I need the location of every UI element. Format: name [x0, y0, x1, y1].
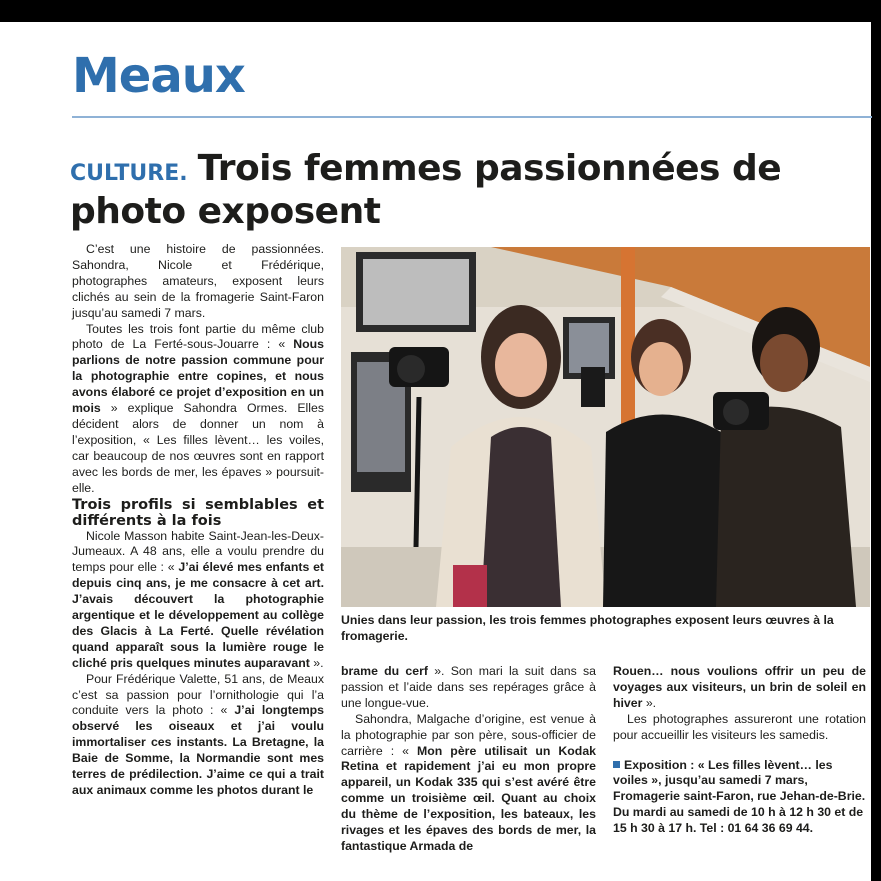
text: ». — [309, 655, 324, 670]
headline-title: Trois femmes passionnées de photo exposent — [70, 148, 782, 232]
paragraph — [72, 529, 324, 672]
article-column-3 — [613, 664, 866, 837]
text: ». Son mari la suit dans sa passion et l’aide dans ses repérages grâce à une longue-vue. — [341, 664, 596, 710]
article-subhead: Trois profils si semblables et différents à la fois — [72, 496, 324, 529]
section-rule — [72, 116, 872, 118]
quote-text: Rouen… nous voulions offrir un peu de voyages aux visiteurs, un brin de soleil en hiver — [613, 664, 866, 710]
text: Nicole Masson habite Saint-Jean-les-Deux-Jumeaux. A 48 ans, elle a voulu prendre du temps pour elle : « — [72, 528, 324, 575]
paragraph — [72, 322, 324, 497]
quote-text: J’ai élevé mes enfants et depuis cinq ans, je me consacre à cet art. J’avais découvert la photographie argentique et le développement au collège des Glacis à La Ferté. Quelle révélation quand apparaît sous la lumière rouge le cliché pris quelques minutes auparavant — [72, 560, 325, 670]
text: Pour Frédérique Valette, 51 ans, de Meaux c’est sa passion pour l’ornithologie qui l’a conduite vers la photo : « — [72, 671, 324, 718]
text: Toutes les trois font partie du même club photo de La Ferté-sous-Jouarre : « — [72, 321, 324, 352]
article-headline — [70, 150, 860, 231]
text: ». — [642, 695, 657, 710]
text: » explique Sahondra Ormes. Elles décident alors de donner un nom à l’exposition, « Les filles lèvent… les voiles, car beaucoup de nos œuvres sont en rapport avec les bords de mer, les épaves » poursuit-elle. — [72, 401, 324, 495]
right-black-border — [871, 0, 881, 881]
info-text: Exposition : « Les filles lèvent… les voiles », jusqu’au samedi 7 mars, Fromagerie saint-Faron, rue Jehan-de-Brie. Du mardi au samedi de 10 h à 12 h 30 et de 15 h 30 à 17 h. Tel : 01 64 36 69 44. — [613, 757, 866, 836]
text: Sahondra, Malgache d’origine, est venue à la photographie par son père, sous-officier de carrière : « — [341, 711, 596, 758]
paragraph: C’est une histoire de passionnées. Sahondra, Nicole et Frédérique, photographes amateurs, exposent leurs clichés au sein de la fromagerie Saint-Faron jusqu’au samedi 7 mars. — [72, 242, 324, 320]
article-column-2 — [341, 664, 596, 855]
bullet-square-icon — [613, 761, 620, 768]
paragraph — [613, 664, 866, 712]
headline-kicker: CULTURE. — [70, 161, 188, 186]
paragraph — [341, 712, 596, 855]
quote-text: Mon père utilisait un Kodak Retina et rapidement j’ai eu mon propre appareil, un Kodak 335 qui s’est avéré être comme un troisième œil. Quant au choix du thème de l’exposition, les bateaux, les rivages et les épaves des bords de mer, la fantastique Armada de — [341, 743, 597, 853]
photo-caption: Unies dans leur passion, les trois femmes photographes exposent leurs œuvres à la fromagerie. — [341, 613, 834, 643]
info-box — [613, 758, 866, 838]
quote-text: J’ai longtemps observé les oiseaux et j’ai voulu immortaliser ces instants. La Bretagne, la Baie de Somme, la Normandie sont mes terres de prédilection. J’aime ce qui a trait aux animaux comme les photos durant le — [72, 703, 324, 797]
article-photo — [341, 247, 870, 607]
quote-text: Nous parlions de notre passion commune pour la photographie entre copines, et nous avons élaboré ce projet d’exposition en un mois — [72, 337, 324, 416]
quote-text: brame du cerf — [341, 664, 428, 678]
paragraph — [341, 664, 596, 712]
section-title: Meaux — [72, 48, 245, 104]
paragraph — [72, 672, 324, 799]
top-black-border — [0, 0, 881, 22]
article-column-1 — [72, 242, 324, 799]
paragraph: Les photographes assureront une rotation pour accueillir les visiteurs les samedis. — [613, 711, 866, 742]
